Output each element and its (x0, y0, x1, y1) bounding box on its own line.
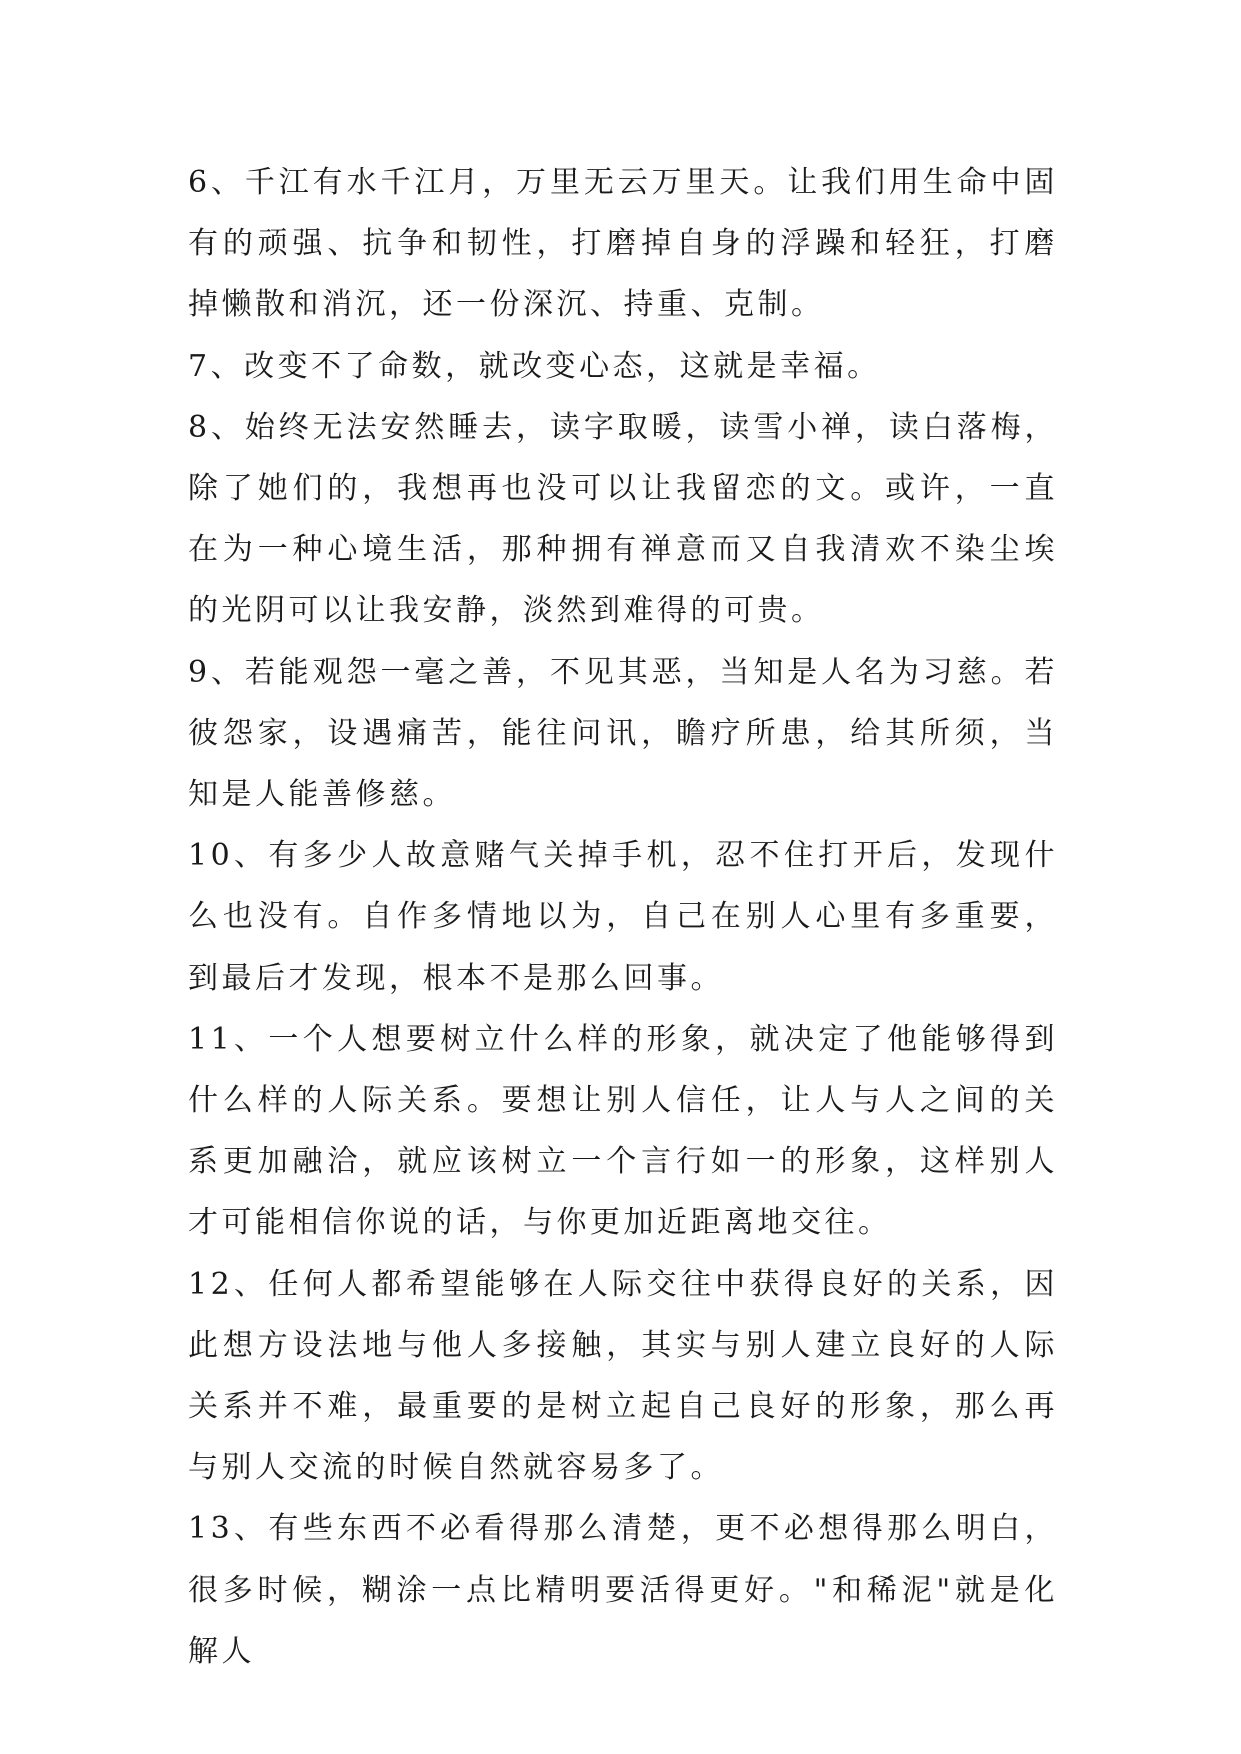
document-body (188, 152, 1058, 1682)
paragraph-6: 6、千江有水千江月，万里无云万里天。让我们用生命中固有的顽强、抗争和韧性，打磨掉自身的浮躁和轻狂，打磨掉懒散和消沉，还一份深沉、持重、克制。 (188, 165, 1058, 323)
paragraph-13: 13、有些东西不必看得那么清楚，更不必想得那么明白，很多时候，糊涂一点比精明要活得更好。"和稀泥"就是化解人 (188, 1511, 1058, 1669)
paragraph-7: 7、改变不了命数，就改变心态，这就是幸福。 (188, 348, 881, 384)
paragraph-10: 10、有多少人故意赌气关掉手机，忍不住打开后，发现什么也没有。自作多情地以为，自己在别人心里有多重要，到最后才发现，根本不是那么回事。 (188, 838, 1058, 996)
paragraph-11: 11、一个人想要树立什么样的形象，就决定了他能够得到什么样的人际关系。要想让别人信任，让人与人之间的关系更加融洽，就应该树立一个言行如一的形象，这样别人才可能相信你说的话，与你更加近距离地交往。 (188, 1021, 1058, 1241)
paragraph-12: 12、任何人都希望能够在人际交往中获得良好的关系，因此想方设法地与他人多接触，其实与别人建立良好的人际关系并不难，最重要的是树立起自己良好的形象，那么再与别人交流的时候自然就容易多了。 (188, 1266, 1058, 1486)
paragraph-8: 8、始终无法安然睡去，读字取暖，读雪小禅，读白落梅，除了她们的，我想再也没可以让我留恋的文。或许，一直在为一种心境生活，那种拥有禅意而又自我清欢不染尘埃的光阴可以让我安静，淡然到难得的可贵。 (188, 409, 1058, 629)
paragraph-9: 9、若能观怨一毫之善，不见其恶，当知是人名为习慈。若彼怨家，设遇痛苦，能往问讯，瞻疗所患，给其所须，当知是人能善修慈。 (188, 654, 1058, 813)
